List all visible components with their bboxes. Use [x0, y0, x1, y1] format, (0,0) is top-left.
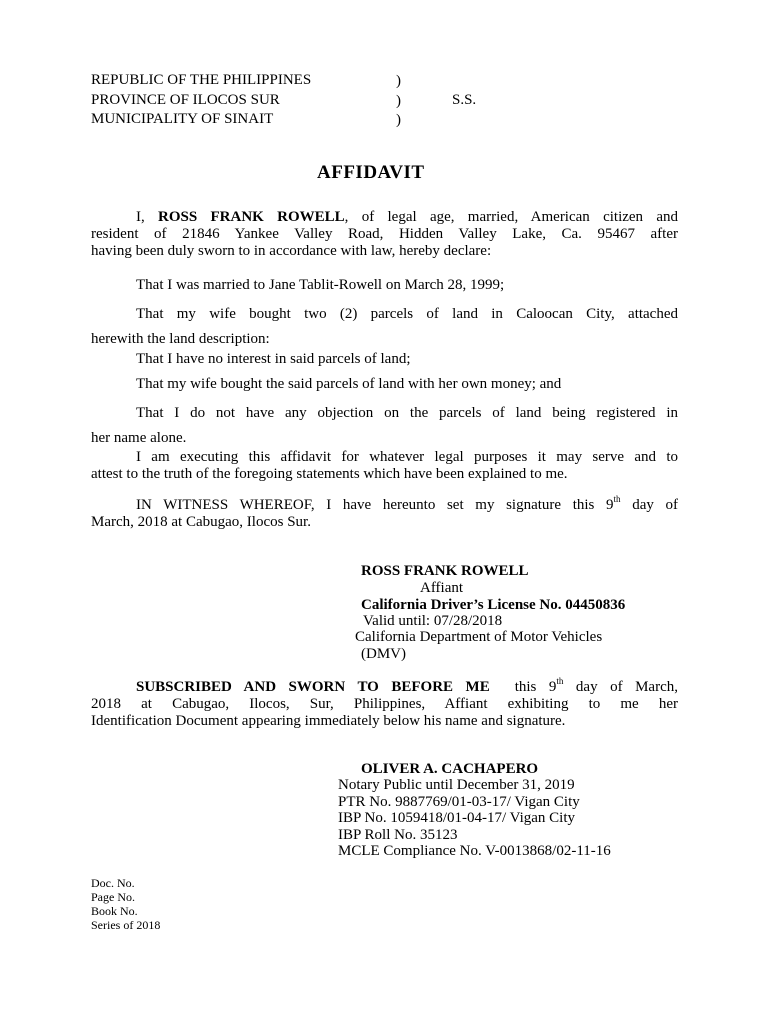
- statement-parcels: That my wife bought two (2) parcels of land in Caloocan City, attached herewith the land description:: [91, 306, 678, 347]
- book-number: Book No.: [91, 904, 138, 918]
- venue-municipality: MUNICIPALITY OF SINAIT: [91, 111, 274, 127]
- intro-line-3: having been duly sworn to in accordance with law, hereby declare:: [91, 243, 492, 259]
- statement-marriage: That I was married to Jane Tablit-Rowell on March 28, 1999;: [136, 277, 505, 293]
- notary-mcle: MCLE Compliance No. V-0013868/02-11-16: [338, 843, 611, 859]
- doc-number: Doc. No.: [91, 876, 135, 890]
- intro-paragraph: [91, 209, 678, 260]
- affiant-name-inline: ROSS FRANK ROWELL: [158, 209, 345, 225]
- notary-roll: IBP Roll No. 35123: [338, 827, 458, 843]
- venue-province: PROVINCE OF ILOCOS SUR: [91, 92, 280, 108]
- intro-line-2: resident of 21846 Yankee Valley Road, Hidden Valley Lake, Ca. 95467 after: [91, 226, 678, 242]
- venue-paren-3: ): [396, 112, 401, 128]
- notary-ptr: PTR No. 9887769/01-03-17/ Vigan City: [338, 794, 580, 810]
- intro-line-1: I, ROSS FRANK ROWELL, of legal age, married, American citizen and: [136, 209, 679, 225]
- statement-purpose: I am executing this affidavit for whatever legal purposes it may serve and to attest to the truth of the foregoing statements which have been explained to me.: [91, 449, 678, 482]
- statement-own-money: That my wife bought the said parcels of land with her own money; and: [136, 376, 562, 392]
- affiant-name: ROSS FRANK ROWELL: [361, 563, 529, 579]
- notary-ibp: IBP No. 1059418/01-04-17/ Vigan City: [338, 810, 576, 826]
- affiant-license: California Driver’s License No. 04450836: [361, 597, 626, 613]
- notary-commission: Notary Public until December 31, 2019: [338, 777, 575, 793]
- statement-no-interest: That I have no interest in said parcels of land;: [136, 351, 411, 367]
- venue-republic: REPUBLIC OF THE PHILIPPINES: [91, 72, 312, 88]
- page-number: Page No.: [91, 890, 135, 904]
- series-year: Series of 2018: [91, 918, 161, 932]
- venue-paren-2: ): [396, 93, 401, 109]
- jurat-paragraph: SUBSCRIBED AND SWORN TO BEFORE ME this 9th day of March, 2018 at Cabugao, Ilocos, Sur, Philippines, Affiant exhibiting to me her Identification Document appearing immediately below his name and signature.: [91, 676, 678, 729]
- witness-clause: IN WITNESS WHEREOF, I have hereunto set my signature this 9th day of March, 2018 at Cabugao, Ilocos Sur.: [91, 494, 678, 530]
- affiant-license-valid: Valid until: 07/28/2018: [363, 613, 503, 629]
- notary-name: OLIVER A. CACHAPERO: [361, 761, 539, 777]
- document-title: AFFIDAVIT: [317, 162, 425, 183]
- affiant-role: Affiant: [420, 580, 464, 596]
- affiant-issuer-abbr: (DMV): [361, 646, 406, 662]
- venue-ss: S.S.: [452, 92, 477, 108]
- statement-no-objection: That I do not have any objection on the parcels of land being registered in her name alone.: [91, 405, 678, 446]
- affiant-issuer: California Department of Motor Vehicles: [355, 629, 603, 645]
- venue-paren-1: ): [396, 73, 401, 89]
